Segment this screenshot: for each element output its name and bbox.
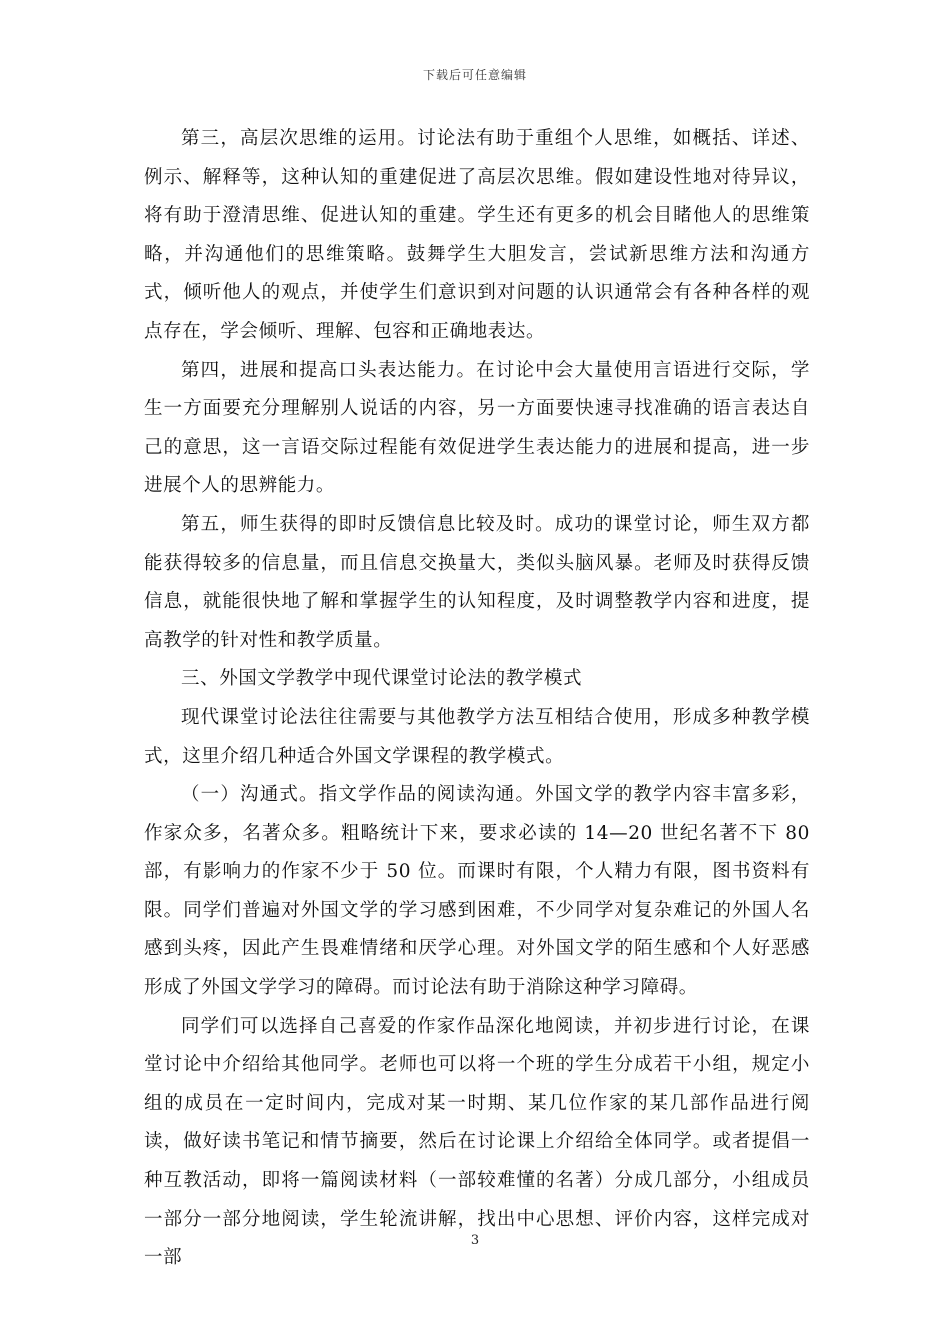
document-body	[144, 120, 810, 1278]
paragraph-modes-intro: 现代课堂讨论法往往需要与其他教学方法互相结合使用，形成多种教学模式，这里介绍几种适合外国文学课程的教学模式。	[144, 706, 810, 767]
page-header-note: 下载后可任意编辑	[422, 68, 527, 82]
page-number: 3	[470, 1233, 480, 1248]
paragraph-communication-mode: （一）沟通式。指文学作品的阅读沟通。外国文学的教学内容丰富多彩，作家众多，名著众多。粗略统计下来，要求必读的 14—20 世纪名著不下 80 部，有影响力的作家不少于 50 位。而课时有限，个人精力有限，图书资料有限。同学们普遍对外国文学的学习感到困难，不少同学对复杂难记的外国人名感到头疼，因此产生畏难情绪和厌学心理。对外国文学的陌生感和个人好恶感形成了外国文学学习的障碍。而讨论法有助于消除这种学习障碍。	[144, 784, 810, 999]
paragraph-fourth-point: 第四，进展和提高口头表达能力。在讨论中会大量使用言语进行交际，学生一方面要充分理解别人说话的内容，另一方面要快速寻找准确的语言表达自己的意思，这一言语交际过程能有效促进学生表达能力的进展和提高，进一步进展个人的思辨能力。	[144, 359, 810, 497]
paragraph-third-point: 第三，高层次思维的运用。讨论法有助于重组个人思维，如概括、详述、例示、解释等，这种认知的重建促进了高层次思维。假如建设性地对待异议，将有助于澄清思维、促进认知的重建。学生还有更多的机会目睹他人的思维策略，并沟通他们的思维策略。鼓舞学生大胆发言，尝试新思维方法和沟通方式，倾听他人的观点，并使学生们意识到对问题的认识通常会有各种各样的观点存在，学会倾听、理解、包容和正确地表达。	[144, 128, 810, 342]
section-heading-teaching-modes: 三、外国文学教学中现代课堂讨论法的教学模式	[181, 668, 583, 690]
paragraph-group-reading: 同学们可以选择自己喜爱的作家作品深化地阅读，并初步进行讨论，在课堂讨论中介绍给其他同学。老师也可以将一个班的学生分成若干小组，规定小组的成员在一定时间内，完成对某一时期、某几位作家的某几部作品进行阅读，做好读书笔记和情节摘要，然后在讨论课上介绍给全体同学。或者提倡一种互教活动，即将一篇阅读材料（一部较难懂的名著）分成几部分，小组成员一部分一部分地阅读，学生轮流讲解，找出中心思想、评价内容，这样完成对一部	[144, 1015, 810, 1269]
paragraph-fifth-point: 第五，师生获得的即时反馈信息比较及时。成功的课堂讨论，师生双方都能获得较多的信息量，而且信息交换量大，类似头脑风暴。老师及时获得反馈信息，就能很快地了解和掌握学生的认知程度，及时调整教学内容和进度，提高教学的针对性和教学质量。	[144, 513, 810, 651]
